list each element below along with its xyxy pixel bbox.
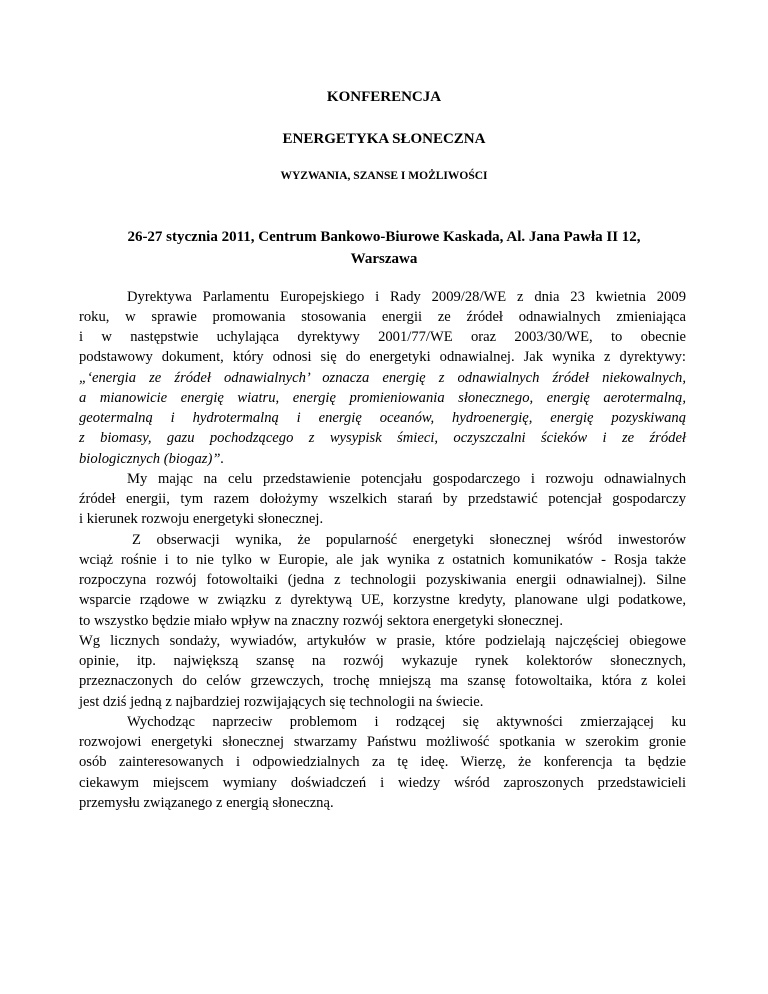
paragraph-line: ciekawym miejscem wymiany doświadczeń i wiedzy wśród zaproszonych przedstawicieli [79, 775, 686, 791]
quote-line: biologicznych (biogaz)”. [79, 451, 225, 467]
paragraph-line: i kierunek rozwoju energetyki słonecznej. [79, 511, 324, 527]
paragraph-line: osób zainteresowanych i odpowiedzialnych za tę ideę. Wierzę, że konferencja ta będzie [79, 754, 686, 770]
conference-label: KONFERENCJA [326, 89, 442, 105]
paragraph-line: Wychodząc naprzeciw problemom i rodzącej się aktywności zmierzającej ku [127, 714, 686, 730]
paragraph-line: rozwojowi energetyki słonecznej stwarzamy Państwu możliwość spotkania w szerokim gronie [79, 734, 686, 750]
paragraph-line: Wg licznych sondaży, wywiadów, artykułów w prasie, które podzielają najczęściej obiegowe [79, 633, 686, 649]
quote-line: a mianowicie energię wiatru, energię promieniowania słonecznego, energię aerotermalną, [79, 390, 686, 406]
paragraph-line: Z obserwacji wynika, że popularność energetyki słonecznej wśród inwestorów [132, 532, 686, 548]
paragraph-line: i w następstwie uchylająca dyrektywy 2001/77/WE oraz 2003/30/WE, to obecnie [79, 329, 686, 345]
quote-line: z biomasy, gazu pochodzącego z wysypisk śmieci, oczyszczalni ścieków i ze źródeł [79, 430, 686, 446]
paragraph-line: Dyrektywa Parlamentu Europejskiego i Rady 2009/28/WE z dnia 23 kwietnia 2009 [127, 289, 686, 305]
paragraph-line: przemysłu związanego z energią słoneczną. [79, 795, 334, 811]
conference-tagline: WYZWANIA, SZANSE I MOŻLIWOŚCI [280, 170, 488, 182]
paragraph-line: wsparcie rządowe w związku z dyrektywą UE, korzystne kredyty, planowane ulgi podatkowe, [79, 592, 686, 608]
event-city: Warszawa [350, 251, 418, 267]
quote-line: „‘energia ze źródeł odnawialnych’ oznacza energię z odnawialnych źródeł niekowalnych, [79, 370, 686, 386]
paragraph-line: źródeł energii, tym razem dołożymy wszelkich starań by przedstawić potencjał gospodarczy [79, 491, 686, 507]
paragraph-line: to wszystko będzie miało wpływ na znaczny rozwój sektora energetyki słonecznej. [79, 613, 564, 629]
event-details: 26-27 stycznia 2011, Centrum Bankowo-Biurowe Kaskada, Al. Jana Pawła II 12, [127, 229, 641, 245]
paragraph-line: przeznaczonych do celów grzewczych, trochę mniejszą ma szansę fotowoltaika, która z kolei [79, 673, 686, 689]
paragraph-line: roku, w sprawie promowania stosowania energii ze źródeł odnawialnych zmieniająca [79, 309, 686, 325]
conference-title: ENERGETYKA SŁONECZNA [282, 131, 486, 147]
paragraph-line: podstawowy dokument, który odnosi się do energetyki odnawialnej. Jak wynika z dyrektywy: [79, 349, 686, 365]
paragraph-line: opinie, itp. największą szansę na rozwój wykazuje rynek kolektorów słonecznych, [79, 653, 686, 669]
paragraph-line: My mając na celu przedstawienie potencjału gospodarczego i rozwoju odnawialnych [127, 471, 686, 487]
paragraph-line: jest dziś jedną z najbardziej rozwijających się technologii na świecie. [79, 694, 484, 710]
quote-line: geotermalną i hydrotermalną i energię oceanów, hydroenergię, energię pozyskiwaną [79, 410, 686, 426]
paragraph-line: rozpoczyna rozwój fotowoltaiki (jedna z technologii pozyskiwania energii odnawialnej). Silne [79, 572, 686, 588]
paragraph-line: wciąż rośnie i to nie tylko w Europie, ale jak wynika z ostatnich komunikatów - Rosja także [79, 552, 686, 568]
